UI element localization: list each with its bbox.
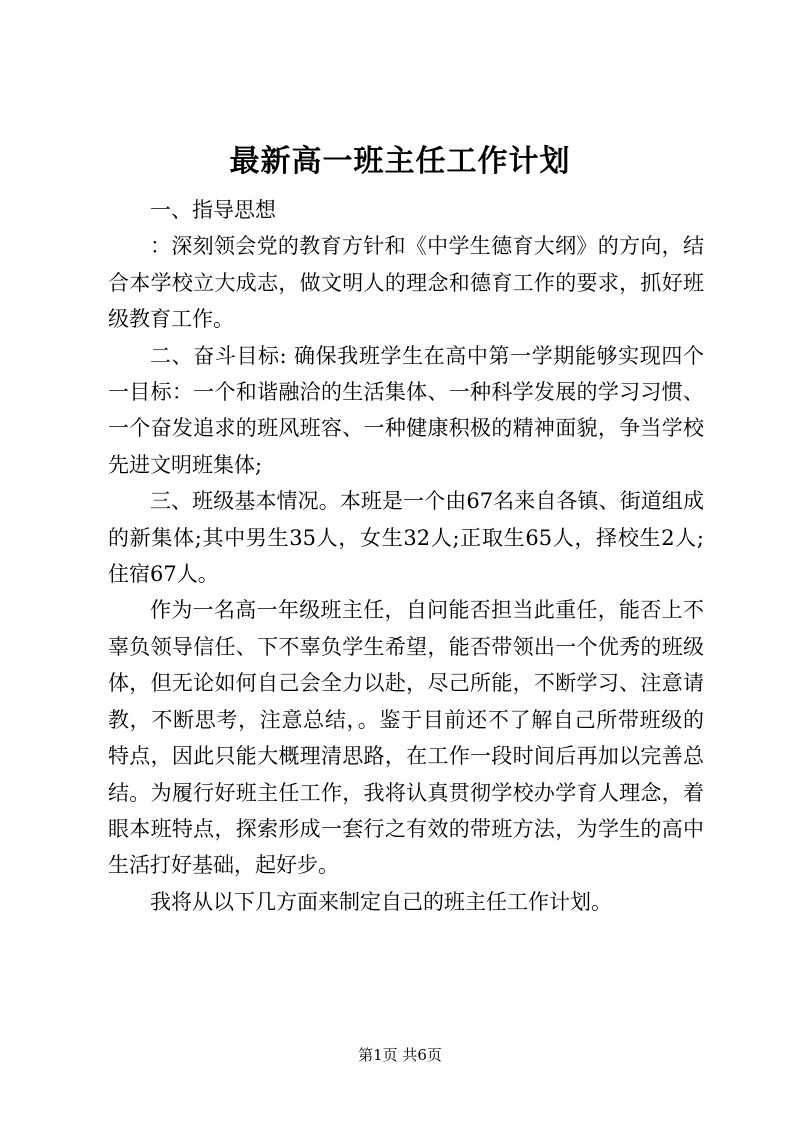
paragraph-heading-guiding-ideology: 一、指导思想 [150,198,276,222]
paragraph-goals: 二、奋斗目标: 确保我班学生在高中第一学期能够实现四个一目标：一个和谐融洽的生活集体、一种科学发展的学习习惯、一个奋发追求的班风班容、一种健康积极的精神面貌，争当学校先进文明班集体; [108,343,704,477]
document-title: 最新高一班主任工作计划 [229,144,571,179]
paragraph-class-situation: 三、班级基本情况。本班是一个由67名来自各镇、街道组成的新集体;其中男生35人，女生32人;正取生65人，择校生2人;住宿67人。 [108,489,704,587]
paragraph-teacher-reflection: 作为一名高一年级班主任，自问能否担当此重任，能否上不辜负领导信任、下不辜负学生希望，能否带领出一个优秀的班级体，但无论如何自己会全力以赴，尽己所能，不断学习、注意请教，不断思考，注意总结，。鉴于目前还不了解自己所带班级的特点，因此只能大概理清思路，在工作一段时间后再加以完善总结。为履行好班主任工作，我将认真贯彻学校办学育人理念，着眼本班特点，探索形成一套行之有效的带班方法，为学生的高中生活打好基础，起好步。 [108,598,704,878]
document-body [108,192,704,920]
page-number-footer: 第1页 共6页 [358,1046,442,1064]
paragraph-plan-intro: 我将从以下几方面来制定自己的班主任工作计划。 [150,889,612,914]
paragraph-guiding-ideology: ：深刻领会党的教育方针和《中学生德育大纲》的方向，结合本学校立大成志，做文明人的理念和德育工作的要求，抓好班级教育工作。 [108,234,704,332]
